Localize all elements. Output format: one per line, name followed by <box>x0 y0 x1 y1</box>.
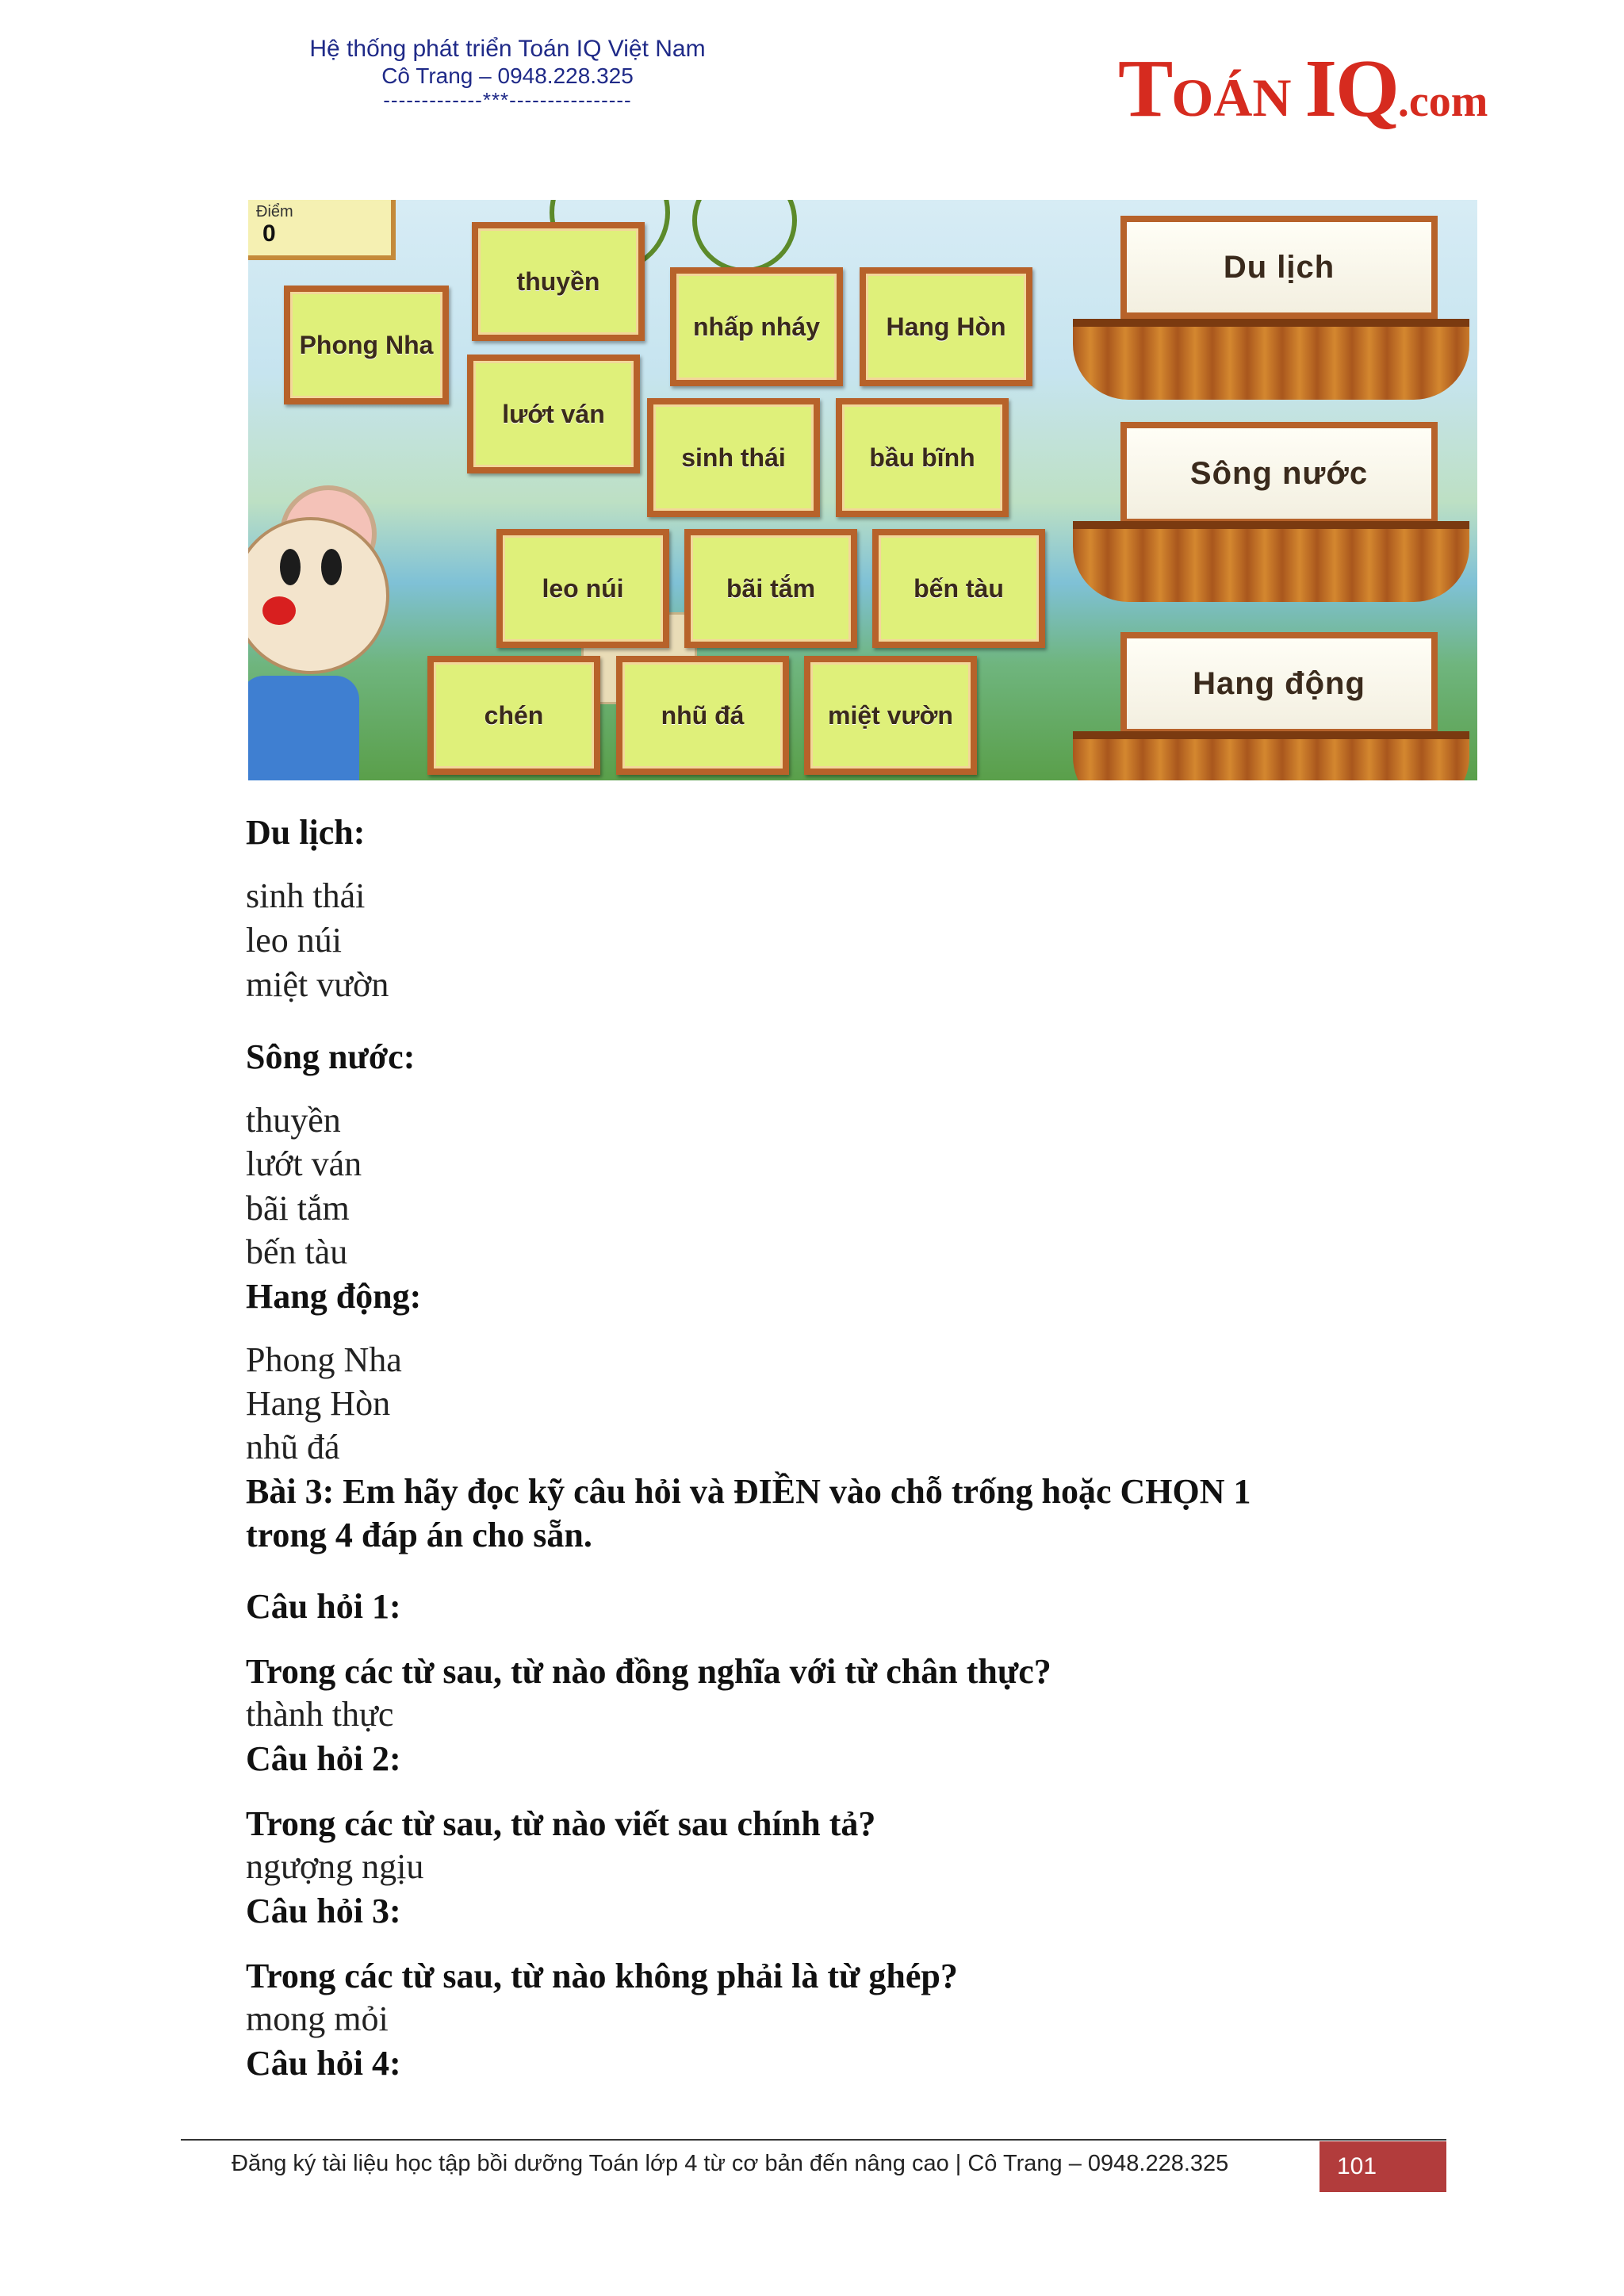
mascot-eye <box>321 549 342 585</box>
header-title: Hệ thống phát triển Toán IQ Việt Nam <box>309 36 706 62</box>
list-item: Hang Hòn <box>246 1384 391 1423</box>
basket <box>1073 319 1469 400</box>
mascot-nose <box>262 596 296 625</box>
word-tile[interactable]: nhũ đá <box>616 656 789 775</box>
logo-iq: IQ <box>1304 43 1398 134</box>
mascot-body <box>248 676 359 780</box>
list-item: miệt vườn <box>246 965 389 1004</box>
logo-letter-t: T <box>1118 43 1172 134</box>
category-sign-du-lich[interactable]: Du lịch <box>1120 216 1438 319</box>
question-label: Câu hỏi 1: <box>246 1587 401 1626</box>
heading-hang-dong: Hang động: <box>246 1277 422 1316</box>
score-label: Điểm <box>256 203 293 220</box>
list-item: lướt ván <box>246 1144 362 1183</box>
word-tile[interactable]: miệt vườn <box>804 656 977 775</box>
logo-com: .com <box>1397 77 1488 126</box>
list-item: sinh thái <box>246 876 366 915</box>
question-label: Câu hỏi 4: <box>246 2044 401 2083</box>
mascot-eye <box>280 549 301 585</box>
header-contact: Cô Trang – 0948.228.325 <box>381 63 634 88</box>
question-label: Câu hỏi 3: <box>246 1892 401 1930</box>
word-tile[interactable]: lướt ván <box>467 355 640 473</box>
toaniq-logo <box>1118 41 1488 136</box>
word-tile[interactable]: Hang Hòn <box>860 267 1032 386</box>
exercise-instruction-cont: trong 4 đáp án cho sẵn. <box>246 1516 592 1554</box>
category-sign-hang-dong[interactable]: Hang động <box>1120 632 1438 735</box>
heading-du-lich: Du lịch: <box>246 813 366 852</box>
score-box <box>248 200 396 260</box>
basket <box>1073 521 1469 602</box>
word-sort-game-screenshot <box>248 200 1477 780</box>
question-text: Trong các từ sau, từ nào đồng nghĩa với từ chân thực? <box>246 1652 1051 1691</box>
footer-divider <box>181 2139 1446 2141</box>
basket <box>1073 731 1469 780</box>
question-text: Trong các từ sau, từ nào viết sau chính tả? <box>246 1804 876 1843</box>
word-tile[interactable]: sinh thái <box>647 398 820 517</box>
list-item: thuyền <box>246 1101 341 1140</box>
word-tile[interactable]: nhấp nháy <box>670 267 843 386</box>
list-item: Phong Nha <box>246 1340 402 1379</box>
list-item: leo núi <box>246 921 342 960</box>
vine-decoration <box>692 200 797 273</box>
question-answer: mong mỏi <box>246 1999 389 2038</box>
footer-text: Đăng ký tài liệu học tập bồi dưỡng Toán lớp 4 từ cơ bản đến nâng cao | Cô Trang – 0948.228.325 <box>232 2151 1229 2176</box>
page-number: 101 <box>1320 2141 1446 2192</box>
word-tile[interactable]: bầu bĩnh <box>836 398 1009 517</box>
list-item: nhũ đá <box>246 1428 340 1466</box>
word-tile[interactable]: Phong Nha <box>284 286 449 404</box>
score-value: 0 <box>262 220 276 247</box>
logo-oan: OÁN <box>1171 67 1305 128</box>
word-tile[interactable]: bến tàu <box>872 529 1045 648</box>
question-answer: thành thực <box>246 1695 394 1734</box>
list-item: bến tàu <box>246 1232 348 1271</box>
word-tile[interactable]: thuyền <box>472 222 645 341</box>
question-answer: ngượng ngịu <box>246 1847 424 1886</box>
exercise-instruction: Bài 3: Em hãy đọc kỹ câu hỏi và ĐIỀN vào chỗ trống hoặc CHỌN 1 <box>246 1472 1251 1511</box>
question-label: Câu hỏi 2: <box>246 1739 401 1778</box>
word-tile[interactable]: bãi tắm <box>684 529 857 648</box>
question-text: Trong các từ sau, từ nào không phải là từ ghép? <box>246 1957 958 1995</box>
word-tile[interactable]: leo núi <box>496 529 669 648</box>
list-item: bãi tắm <box>246 1189 350 1228</box>
category-sign-song-nuoc[interactable]: Sông nước <box>1120 422 1438 525</box>
heading-song-nuoc: Sông nước: <box>246 1037 416 1076</box>
word-tile[interactable]: chén <box>427 656 600 775</box>
header-info <box>301 35 714 111</box>
header-divider: -------------***---------------- <box>383 88 632 112</box>
